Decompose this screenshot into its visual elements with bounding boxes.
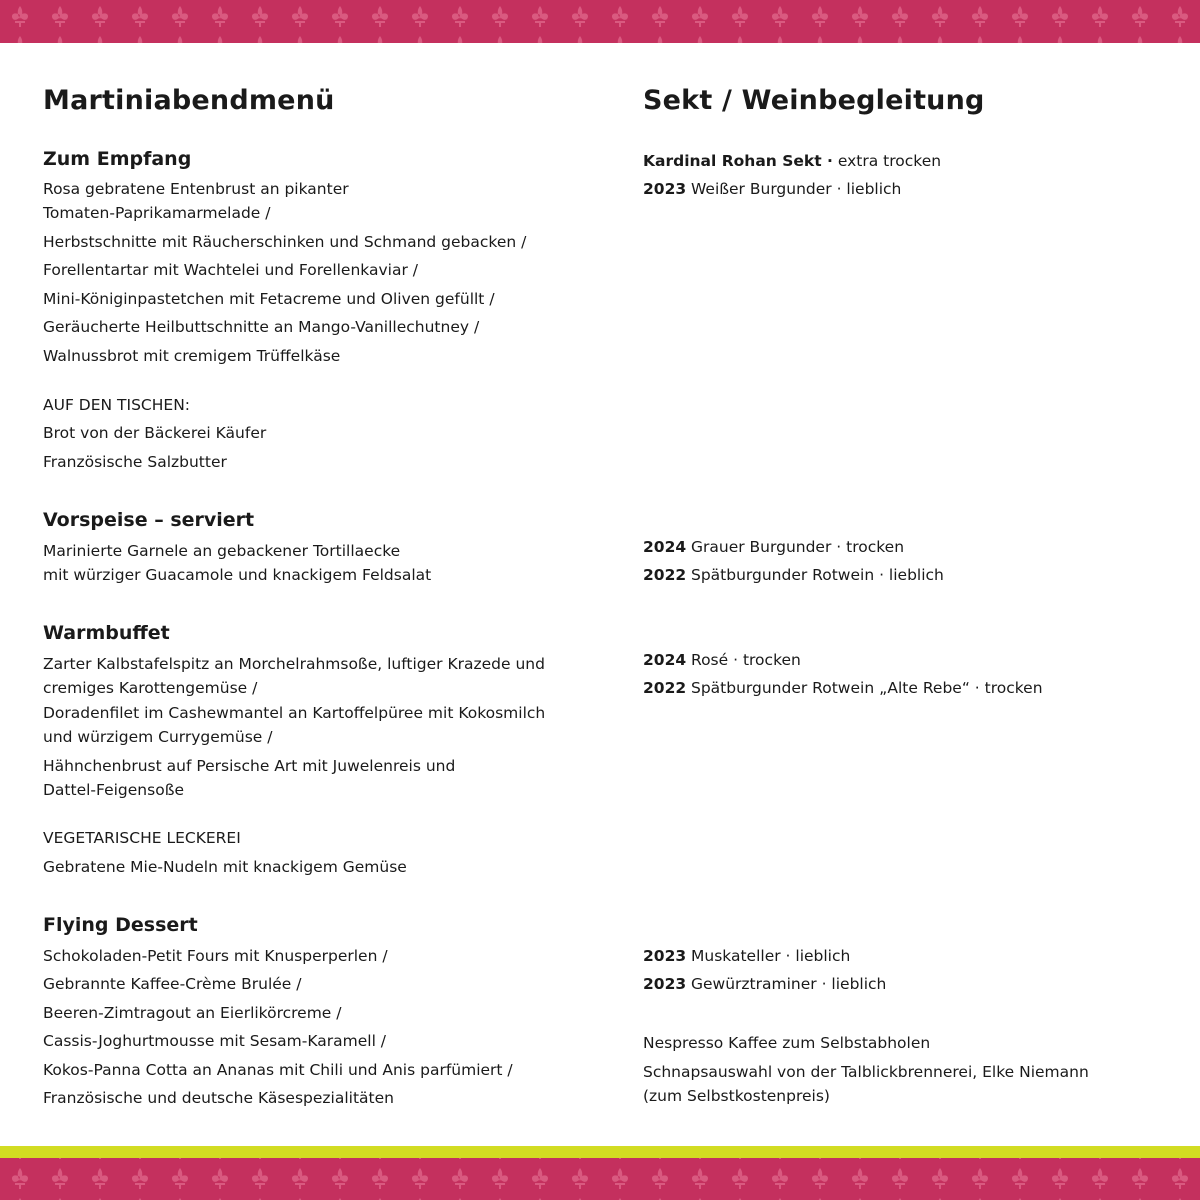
accent-line bbox=[0, 1146, 1200, 1158]
menu-item: mit würziger Guacamole und knackigem Feldsalat bbox=[43, 566, 432, 584]
wine-name: Kardinal Rohan Sekt · bbox=[643, 152, 833, 170]
wine-entry bbox=[643, 944, 850, 969]
menu-item: Tomaten-Paprikamarmelade / bbox=[43, 204, 271, 222]
extra-item: (zum Selbstkostenpreis) bbox=[643, 1087, 830, 1105]
menu-item: Brot von der Bäckerei Käufer bbox=[43, 424, 267, 442]
menu-item: Forellentartar mit Wachtelei und Forellenkaviar / bbox=[43, 261, 418, 279]
veg-label: VEGETARISCHE LECKEREI bbox=[43, 829, 241, 847]
menu-item: Zarter Kalbstafelspitz an Morchelrahmsoße, luftiger Krazede und bbox=[43, 655, 545, 673]
section-heading-vorspeise: Vorspeise – serviert bbox=[43, 509, 255, 531]
extra-item: Nespresso Kaffee zum Selbstabholen bbox=[643, 1034, 931, 1052]
section-heading-empfang: Zum Empfang bbox=[43, 148, 192, 170]
wine-entry bbox=[643, 972, 886, 997]
wine-name: Rosé · trocken bbox=[691, 651, 801, 669]
wine-entry bbox=[643, 177, 901, 202]
menu-item: Rosa gebratene Entenbrust an pikanter bbox=[43, 180, 349, 198]
wine-name: Spätburgunder Rotwein „Alte Rebe“ · trocken bbox=[691, 679, 1043, 697]
menu-item: Walnussbrot mit cremigem Trüffelkäse bbox=[43, 347, 341, 365]
wine-entry bbox=[643, 535, 904, 560]
wine-year: 2024 bbox=[643, 651, 687, 669]
wine-name: Weißer Burgunder · lieblich bbox=[691, 180, 902, 198]
wine-year: 2023 bbox=[643, 180, 687, 198]
menu-item: Gebratene Mie-Nudeln mit knackigem Gemüse bbox=[43, 858, 407, 876]
section-heading-warmbuffet: Warmbuffet bbox=[43, 622, 170, 644]
menu-title: Martiniabendmenü bbox=[43, 85, 335, 116]
wine-name: Gewürztraminer · lieblich bbox=[691, 975, 887, 993]
wine-year: 2023 bbox=[643, 947, 687, 965]
section-heading-dessert: Flying Dessert bbox=[43, 914, 198, 936]
wine-entry bbox=[643, 563, 944, 588]
wine-style: extra trocken bbox=[837, 152, 942, 170]
wine-year: 2022 bbox=[643, 679, 687, 697]
menu-item: Französische Salzbutter bbox=[43, 453, 227, 471]
menu-item: Marinierte Garnele an gebackener Tortillaecke bbox=[43, 542, 401, 560]
menu-item: Hähnchenbrust auf Persische Art mit Juwelenreis und bbox=[43, 757, 456, 775]
menu-item: Cassis-Joghurtmousse mit Sesam-Karamell / bbox=[43, 1032, 387, 1050]
tables-label: AUF DEN TISCHEN: bbox=[43, 396, 191, 414]
menu-item: Doradenfilet im Cashewmantel an Kartoffelpüree mit Kokosmilch bbox=[43, 704, 546, 722]
menu-item: Beeren-Zimtragout an Eierlikörcreme / bbox=[43, 1004, 342, 1022]
menu-item: Kokos-Panna Cotta an Ananas mit Chili und Anis parfümiert / bbox=[43, 1061, 513, 1079]
wine-entry bbox=[643, 149, 941, 174]
wine-name: Muskateller · lieblich bbox=[691, 947, 851, 965]
wine-year: 2024 bbox=[643, 538, 687, 556]
wine-entry bbox=[643, 648, 801, 673]
fleur-de-lis-icon bbox=[0, 0, 1200, 43]
menu-item: Gebrannte Kaffee-Crème Brulée / bbox=[43, 975, 302, 993]
menu-item: Schokoladen-Petit Fours mit Knusperperlen / bbox=[43, 947, 388, 965]
wine-name: Grauer Burgunder · trocken bbox=[691, 538, 905, 556]
wine-name: Spätburgunder Rotwein · lieblich bbox=[691, 566, 944, 584]
wine-entry bbox=[643, 676, 1043, 701]
wine-year: 2023 bbox=[643, 975, 687, 993]
fleur-de-lis-icon bbox=[0, 1158, 1200, 1200]
menu-item: Französische und deutsche Käsespezialitäten bbox=[43, 1089, 394, 1107]
top-pattern-band bbox=[0, 0, 1200, 43]
menu-item: Dattel-Feigensoße bbox=[43, 781, 184, 799]
menu-item: Herbstschnitte mit Räucherschinken und Schmand gebacken / bbox=[43, 233, 527, 251]
menu-item: Mini-Königinpastetchen mit Fetacreme und Oliven gefüllt / bbox=[43, 290, 495, 308]
menu-item: und würzigem Currygemüse / bbox=[43, 728, 273, 746]
menu-item: cremiges Karottengemüse / bbox=[43, 679, 258, 697]
menu-item: Geräucherte Heilbuttschnitte an Mango-Vanillechutney / bbox=[43, 318, 480, 336]
extra-item: Schnapsauswahl von der Talblickbrennerei, Elke Niemann bbox=[643, 1063, 1089, 1081]
wine-year: 2022 bbox=[643, 566, 687, 584]
wine-title: Sekt / Weinbegleitung bbox=[643, 85, 985, 116]
bottom-pattern-band bbox=[0, 1158, 1200, 1200]
